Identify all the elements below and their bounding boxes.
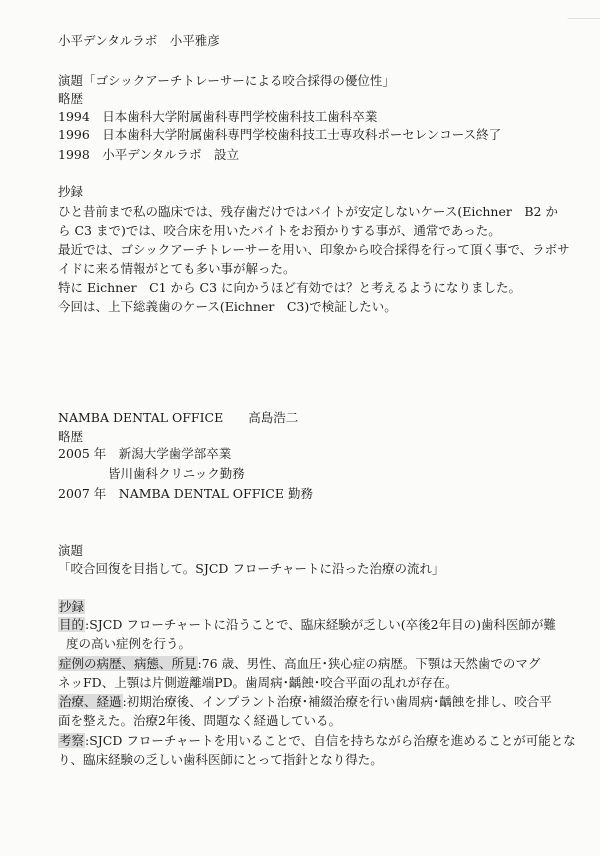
treatment-label: 治療、経過	[59, 694, 122, 709]
career-line: 1996 日本歯科大学附属歯科専門学校歯科技工士専攻科ポーセレンコース終了	[58, 127, 502, 142]
career-line: 1998 小平デンタルラボ 設立	[58, 147, 240, 162]
title-heading-2: 演題	[58, 543, 84, 558]
abstract-line: 特に Eichner C1 から C3 に向かうほど有効では？と考えるようになりました。	[58, 280, 522, 295]
discussion-line: り、臨床経験の乏しい歯科医師にとって指針となり得た。	[58, 752, 383, 767]
case-line: 症例の病歴、病態、所見:76 歳、男性、高血圧･狭心症の病歴。下顎は天然歯でのマグ	[59, 656, 541, 671]
career-heading-2: 略歴	[58, 429, 84, 444]
abstract-line: ら C3 まで)では、咬合床を用いたバイトをお預かりする事が、通常であった。	[58, 223, 501, 238]
career-line: 2007 年 NAMBA DENTAL OFFICE 勤務	[58, 486, 313, 501]
case-label: 症例の病歴、病態、所見	[59, 656, 197, 671]
purpose-line: 度の高い症例を行う。	[66, 636, 192, 651]
purpose-line: 目的:SJCD フローチャートに沿うことで、臨床経験が乏しい(卒後2年目の)歯科医師が難	[59, 617, 556, 632]
career-line: 2005 年 新潟大学歯学部卒業	[58, 446, 232, 461]
purpose-label: 目的	[59, 617, 85, 632]
career-heading-1: 略歴	[58, 91, 84, 106]
abstract-line: ひと昔前まで私の臨床では、残存歯だけではバイトが安定しないケース(Eichner B2 か	[58, 204, 558, 219]
career-line: 1994 日本歯科大学附属歯科専門学校歯科技工歯科卒業	[58, 109, 378, 124]
lecture-title-2: 「咬合回復を目指して。SJCD フローチャートに沿った治療の流れ」	[58, 561, 445, 576]
treatment-line: 治療、経過:初期治療後、インプラント治療･補綴治療を行い歯周病･齲蝕を排し、咬合平	[59, 694, 552, 709]
presenter-header-2: NAMBA DENTAL OFFICE 高島浩二	[58, 410, 299, 425]
abstract-line: 今回は、上下総義歯のケース(Eichner C3)で検証したい。	[58, 299, 397, 314]
abstract-line: 最近では、ゴシックアーチトレーサーを用い、印象から咬合採得を行って頂く事で、ラボサ	[58, 242, 570, 257]
presenter-header-1: 小平デンタルラボ 小平雅彦	[58, 33, 220, 48]
abstract-heading-2: 抄録	[59, 599, 85, 614]
treatment-line: 面を整えた。治療2年後、問題なく経過している。	[58, 713, 341, 728]
abstract-line: イドに来る情報がとても多い事が解った。	[58, 261, 296, 276]
page-fold-mark	[552, 0, 600, 19]
discussion-line: 考察:SJCD フローチャートを用いることで、自信を持ちながら治療を進めることが可能とな	[59, 733, 576, 748]
case-line: ネッFD、上顎は片側遊離端PD。歯周病･齲蝕･咬合平面の乱れが存在。	[58, 675, 458, 690]
career-line: 皆川歯科クリニック勤務	[108, 466, 245, 481]
discussion-label: 考察	[59, 733, 85, 748]
lecture-title-1: 演題「ゴシックアーチトレーサーによる咬合採得の優位性」	[58, 73, 395, 88]
abstract-heading-1: 抄録	[58, 184, 84, 199]
